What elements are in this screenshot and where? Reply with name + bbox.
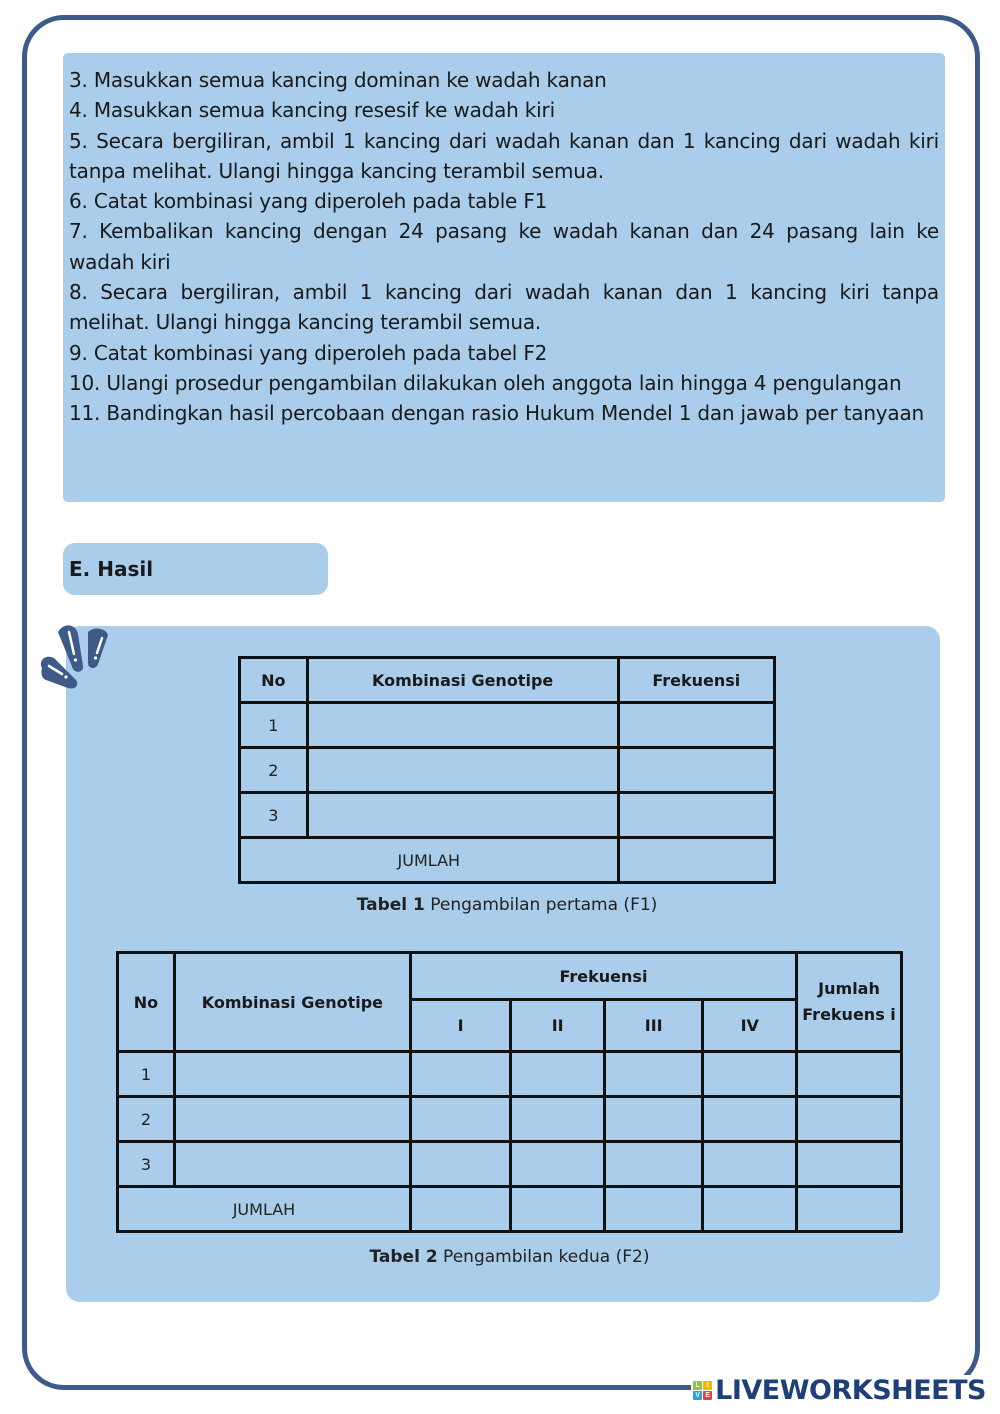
procedure-step: 3. Masukkan semua kancing dominan ke wadah kanan xyxy=(69,68,607,92)
col-header-trial-3: III xyxy=(604,1000,703,1052)
procedure-step: 7. Kembalikan kancing dengan 24 pasang ke wadah kanan dan 24 pasang lain ke wadah kiri xyxy=(69,219,939,274)
table2-caption xyxy=(116,1247,903,1267)
table-header-row xyxy=(240,658,775,703)
trial-2-cell[interactable] xyxy=(511,1097,605,1142)
col-header-trial-2: II xyxy=(511,1000,605,1052)
procedure-step: 8. Secara bergiliran, ambil 1 kancing dari wadah kanan dan 1 kancing kiri tanpa melihat. Ulangi hingga kancing terambil semua. xyxy=(69,280,939,335)
table-header-row xyxy=(118,953,902,1000)
total-frequency-cell[interactable] xyxy=(618,838,774,883)
badge-letter: V xyxy=(693,1391,702,1400)
procedure-step: 4. Masukkan semua kancing resesif ke wadah kiri xyxy=(69,98,555,123)
trial-1-cell[interactable] xyxy=(410,1052,510,1097)
badge-letter: L xyxy=(693,1381,702,1390)
caption-label: Tabel 1 xyxy=(356,895,425,915)
col-header-frequency-group: Frekuensi xyxy=(410,953,796,1000)
col-header-genotype: Kombinasi Genotipe xyxy=(174,953,410,1052)
table-row xyxy=(240,793,775,838)
row-number: 1 xyxy=(240,703,308,748)
procedure-step: 10. Ulangi prosedur pengambilan dilakukan oleh anggota lain hingga 4 pengulangan xyxy=(69,370,902,395)
trial-4-total-cell[interactable] xyxy=(703,1187,797,1232)
col-header-no: No xyxy=(240,658,308,703)
logo-text: LIVEWORKSHEETS xyxy=(715,1375,986,1406)
col-header-no: No xyxy=(118,953,175,1052)
total-label: JUMLAH xyxy=(240,838,619,883)
frequency-cell[interactable] xyxy=(618,793,774,838)
genotype-cell[interactable] xyxy=(307,748,618,793)
procedure-step: 11. Bandingkan hasil percobaan dengan rasio Hukum Mendel 1 dan jawab per tanyaan xyxy=(69,401,925,426)
row-number: 1 xyxy=(118,1052,175,1097)
col-header-trial-1: I xyxy=(410,1000,510,1052)
col-header-genotype: Kombinasi Genotipe xyxy=(307,658,618,703)
procedure-panel xyxy=(63,53,945,502)
table-row xyxy=(118,1097,902,1142)
table-f2 xyxy=(116,951,903,1233)
genotype-cell[interactable] xyxy=(307,793,618,838)
table1-caption xyxy=(238,895,776,915)
caption-text: Pengambilan kedua (F2) xyxy=(437,1247,650,1267)
trial-2-cell[interactable] xyxy=(511,1142,605,1187)
procedure-step: 6. Catat kombinasi yang diperoleh pada table F1 xyxy=(69,189,548,214)
col-header-total-frequency: Jumlah Frekuens i xyxy=(797,953,902,1052)
section-title: E. Hasil xyxy=(69,557,154,581)
trial-3-total-cell[interactable] xyxy=(604,1187,703,1232)
caption-text: Pengambilan pertama (F1) xyxy=(424,895,658,915)
table-f1 xyxy=(238,656,776,884)
total-label: JUMLAH xyxy=(118,1187,411,1232)
frequency-cell[interactable] xyxy=(618,703,774,748)
trial-4-cell[interactable] xyxy=(703,1052,797,1097)
trial-3-cell[interactable] xyxy=(604,1097,703,1142)
genotype-cell[interactable] xyxy=(174,1142,410,1187)
liveworksheets-logo[interactable] xyxy=(691,1375,988,1406)
col-header-trial-4: IV xyxy=(703,1000,797,1052)
table-row xyxy=(240,748,775,793)
table-row xyxy=(118,1052,902,1097)
exclamation-burst-icon xyxy=(36,620,118,690)
grand-total-cell[interactable] xyxy=(797,1187,902,1232)
caption-label: Tabel 2 xyxy=(369,1247,438,1267)
row-number: 3 xyxy=(240,793,308,838)
table-row xyxy=(118,1142,902,1187)
genotype-cell[interactable] xyxy=(307,703,618,748)
trial-2-total-cell[interactable] xyxy=(511,1187,605,1232)
trial-3-cell[interactable] xyxy=(604,1052,703,1097)
table-total-row xyxy=(118,1187,902,1232)
row-number: 2 xyxy=(118,1097,175,1142)
badge-letter: E xyxy=(703,1391,712,1400)
trial-1-cell[interactable] xyxy=(410,1142,510,1187)
section-header xyxy=(63,543,328,595)
procedure-step: 9. Catat kombinasi yang diperoleh pada tabel F2 xyxy=(69,340,548,365)
total-frequency-cell[interactable] xyxy=(797,1097,902,1142)
trial-3-cell[interactable] xyxy=(604,1142,703,1187)
trial-4-cell[interactable] xyxy=(703,1097,797,1142)
trial-4-cell[interactable] xyxy=(703,1142,797,1187)
trial-1-cell[interactable] xyxy=(410,1097,510,1142)
procedure-step: 5. Secara bergiliran, ambil 1 kancing dari wadah kanan dan 1 kancing dari wadah kiri tanpa melihat. Ulangi hingga kancing terambil semua. xyxy=(69,128,939,183)
total-frequency-cell[interactable] xyxy=(797,1052,902,1097)
trial-1-total-cell[interactable] xyxy=(410,1187,510,1232)
frequency-cell[interactable] xyxy=(618,748,774,793)
live-badge-icon xyxy=(693,1381,712,1400)
genotype-cell[interactable] xyxy=(174,1052,410,1097)
total-frequency-cell[interactable] xyxy=(797,1142,902,1187)
table-row xyxy=(240,703,775,748)
row-number: 2 xyxy=(240,748,308,793)
row-number: 3 xyxy=(118,1142,175,1187)
table-total-row xyxy=(240,838,775,883)
genotype-cell[interactable] xyxy=(174,1097,410,1142)
trial-2-cell[interactable] xyxy=(511,1052,605,1097)
badge-letter: I xyxy=(703,1381,712,1390)
col-header-frequency: Frekuensi xyxy=(618,658,774,703)
